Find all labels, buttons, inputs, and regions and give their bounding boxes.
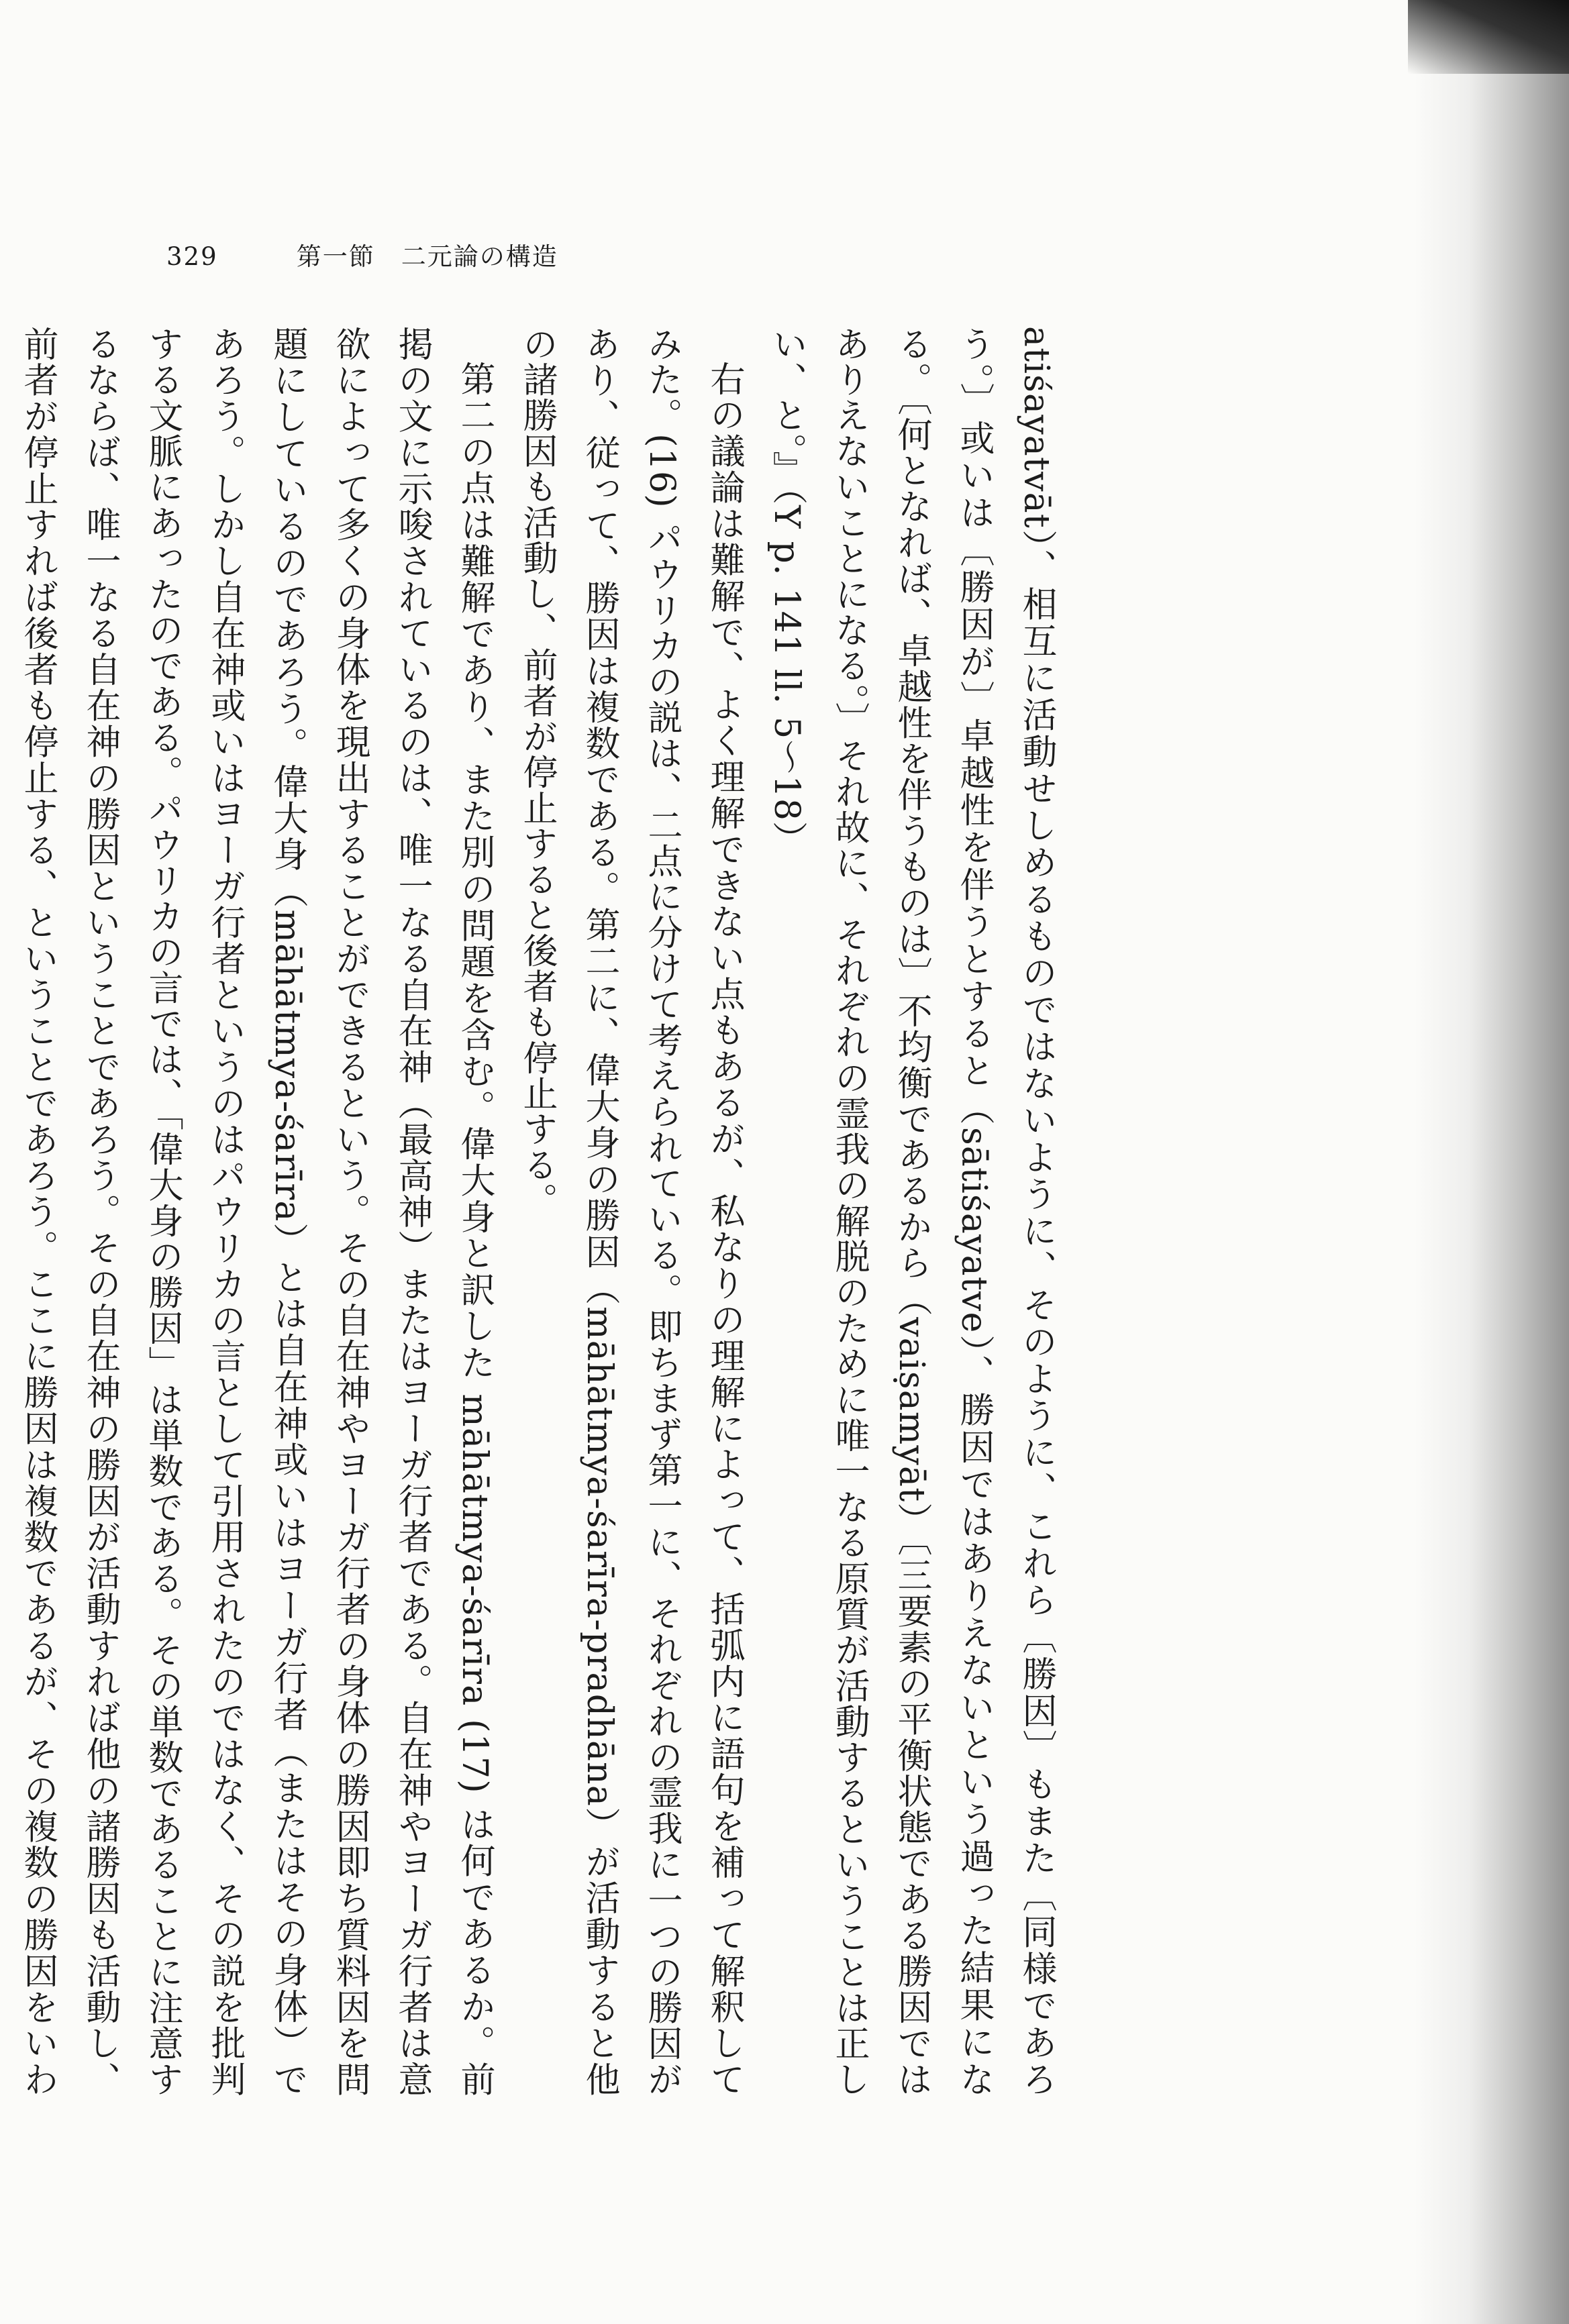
running-header	[166, 236, 1106, 276]
vertical-body-text	[17, 326, 1067, 2097]
section-title: 第一節 二元論の構造	[296, 242, 558, 271]
paragraph-second-point: 第二の点は難解であり、また別の問題を含む。偉大身と訳した māhātmya-śarīra (17) は何であるか。前掲の文に示唆されているのは、唯一なる自在神（最高神）またはヨーガ行者である。自在神やヨーガ行者は意欲によって多くの身体を現出することができるという。その自在神やヨーガ行者の身体の勝因即ち質料因を問題にしているのであろう。偉大身（māhātmya-śarīra）とは自在神或いはヨーガ行者（またはその身体）であろう。しかし自在神或いはヨーガ行者というのはパウリカの言として引用されたのではなく、その説を批判する文脈にあったのである。パウリカの言では、「偉大身の勝因」は単数である。その単数であることに注意するならば、唯一なる自在神の勝因ということであろう。その自在神の勝因が活動すれば他の諸勝因も活動し、前者が停止すれば後者も停止する、ということであろう。ここに勝因は複数であるが、その複数の勝因をいわ	[17, 326, 495, 2097]
binding-shadow	[1415, 0, 1569, 2324]
paragraph-quote-end: atiśayatvāt）、相互に活動せしめるものではないように、そのように、これら〔勝因〕もまた〔同様であろう。〕或いは〔勝因が〕卓越性を伴うとすると（sātiśayatve）、勝因ではありえないという過った結果になる。〔何となれば、卓越性を伴うものは〕不均衡であるから（vaiṣamyāt）〔三要素の平衡状態である勝因ではありえないことになる。〕それ故に、それぞれの霊我の解脱のために唯一なる原質が活動するということは正しい、と。』（Y p. 141 ll. 5～18）	[766, 326, 1056, 2097]
paragraph-paurika-points: 右の議論は難解で、よく理解できない点もあるが、私なりの理解によって、括弧内に語句を補って解釈してみた。(16) パウリカの説は、二点に分けて考えられている。即ちまず第一に、それぞれの霊我に一つの勝因があり、従って、勝因は複数である。第二に、偉大身の勝因（māhātmya-śarīra-pradhāna）が活動すると他の諸勝因も活動し、前者が停止すると後者も停止する。	[517, 326, 744, 2097]
page-number: 329	[166, 242, 218, 271]
binding-corner-shadow	[1408, 0, 1569, 74]
